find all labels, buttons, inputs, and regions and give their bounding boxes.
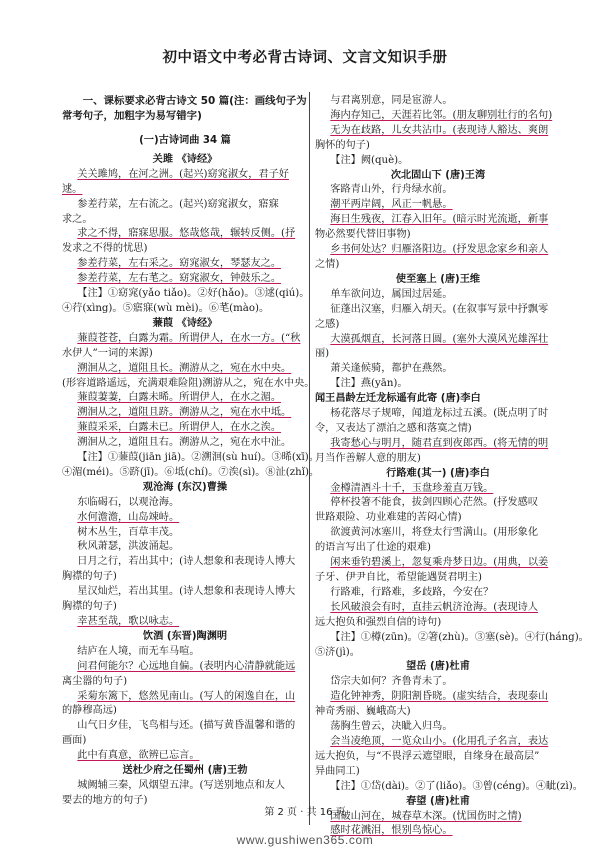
text-line: 单车欲问边，属国过居延。 <box>330 288 453 300</box>
text-line: 杨花落尽子规啼，闻道龙标过五溪。(既点明了时 <box>330 408 549 420</box>
text-line: 送杜少府之任蜀州 (唐)王勃 <box>122 765 248 777</box>
text-line: 的语言写出了仕途的艰难) <box>315 542 432 554</box>
text-line: 蒹葭苍苍，白露为霜。所谓伊人，在水一方。(“秋 <box>77 332 301 344</box>
text-line: 丽) <box>315 348 330 360</box>
text-line: 异曲同工) <box>315 765 360 777</box>
text-line: 【注】①窈窕(yǎo tiǎo)。②好(hǎo)。③逑(qiú)。 <box>77 288 310 300</box>
text-line: 星汉灿烂，若出其里。(诗人想象和表现诗人博大 <box>77 586 296 598</box>
text-line: 饮酒 (东晋)陶渊明 <box>142 630 228 642</box>
text-line: 客路青山外，行舟绿水前。 <box>330 184 453 196</box>
text-line: 征蓬出汉塞，归雁入胡天。(在叙事写景中抒飘零 <box>330 303 549 315</box>
text-line: 参差荇菜，左右采之。窈窕淑女，琴瑟友之。 <box>77 258 282 270</box>
text-line: 神奇秀丽、巍峨高大) <box>315 706 411 718</box>
text-line: 东临碣石，以观沧海。 <box>77 496 180 508</box>
text-line: 远大抱负，与“不畏浮云遮望眼，自缘身在最高层” <box>315 750 540 762</box>
text-line: 秋风萧瑟，洪波涌起。 <box>77 541 180 553</box>
text-line: 画面) <box>62 735 87 747</box>
text-line: 日月之行，若出其中；(诗人想象和表现诗人博大 <box>77 556 296 568</box>
text-line: 荡胸生曾云，决眦入归鸟。 <box>330 721 453 733</box>
text-line: 要去的地方的句子) <box>62 794 148 806</box>
text-line: 采菊东篱下，悠然见南山。(写人的闲逸自在，山 <box>77 690 296 702</box>
text-line: 使至塞上 (唐)王维 <box>395 273 481 285</box>
text-line: 大漠孤烟直，长河落日圆。(塞外大漠风光雄浑壮 <box>330 333 549 345</box>
text-line: 关关雎鸠，在河之洲。(起兴)窈窕淑女，君子好 <box>77 168 289 180</box>
page-number: 第 2 页 · 共 16 页 <box>264 807 346 818</box>
text-line: 行路难，行路难，多歧路，今安在？ <box>330 586 494 598</box>
intro-heading: 一、课标要求必背古诗文 50 篇(注：画线句子为常考句子，加粗字为易写错字) <box>62 95 307 122</box>
text-line: 溯洄从之，道阻且长。溯游从之，宛在水中央。 <box>77 362 292 374</box>
page-title: 初中语文中考必背古诗词、文言文知识手册 <box>162 50 448 66</box>
right-column <box>315 94 589 839</box>
text-line: 月当作善解人意的朋友) <box>315 452 421 464</box>
text-line: 胸怀的句子) <box>315 139 370 151</box>
text-line: 国破山河在，城春草木深。(忧国伤时之情) <box>330 810 522 822</box>
text-line: 城阙辅三秦，风烟望五津。(写送别地点和友人 <box>77 779 286 791</box>
text-line: 欲渡黄河冰塞川，将登太行雪满山。(用形象化 <box>330 527 539 539</box>
text-line: 潮平两岸阔，风正一帆悬。 <box>330 199 453 211</box>
text-line: ④湄(méi)。⑤跻(jī)。⑥坻(chí)。⑦涘(sì)。⑧沚(zhǐ)。 <box>62 466 320 478</box>
text-line: 水何澹澹，山岛竦峙。 <box>77 511 180 523</box>
text-line: 离尘嚣的句子) <box>62 675 128 687</box>
text-line: 岱宗夫如何？齐鲁青未了。 <box>330 676 453 688</box>
text-line: 会当凌绝顶，一览众山小。(化用孔子名言，表达 <box>330 735 549 747</box>
text-line: 幸甚至哉，歌以咏志。 <box>77 616 180 627</box>
column-divider <box>309 92 310 825</box>
text-line: (形容道路遥远，充满艰难险阻)溯游从之，宛在水中央。 <box>62 377 315 389</box>
text-line: 乡书何处达？归雁洛阳边。(抒发思念家乡和亲人 <box>330 244 549 256</box>
text-line: 停杯投箸不能食，拔剑四顾心茫然。(抒发感叹 <box>330 497 539 509</box>
text-line: 溯洄从之，道阻且跻。溯游从之，宛在水中坻。 <box>77 407 292 419</box>
text-line: 无为在歧路，儿女共沾巾。(表现诗人豁达、爽朗 <box>330 124 549 136</box>
text-line: 金樽清酒斗十千，玉盘珍羞直万钱。 <box>330 482 494 494</box>
text-line: 蒹葭采采，白露未已。所谓伊人，在水之涘。 <box>77 422 282 434</box>
text-line: 世路艰险、功业难建的苦闷心情) <box>315 512 462 524</box>
text-line: 我寄愁心与明月，随君直到夜郎西。(将无情的明 <box>330 437 549 449</box>
text-line: 参差荇菜，左右芼之。窈窕淑女，钟鼓乐之。 <box>77 273 282 285</box>
text-line: 水伊人”一词的来源) <box>62 347 153 359</box>
text-line: 胸襟的句子) <box>62 601 117 613</box>
text-line: 树木丛生，百草丰茂。 <box>77 526 180 538</box>
text-line: 之感) <box>315 318 340 330</box>
text-line: 问君何能尔？心远地自偏。(表明内心清静就能远 <box>77 660 296 672</box>
text-line: 参差荇菜，左右流之。(起兴)窈窕淑女，寤寐 <box>77 198 279 210</box>
text-line: 海内存知己，天涯若比邻。(朋友聊别壮行的名句) <box>330 109 553 121</box>
text-line: 萧关逢候骑，都护在燕然。 <box>330 363 453 375</box>
text-line: 之情) <box>315 258 340 270</box>
text-line: 【注】燕(yān)。 <box>330 378 408 390</box>
text-line: 【注】①樽(zūn)。②箸(zhù)。③塞(sè)。④行(háng)。 <box>330 631 589 643</box>
text-line: 此中有真意，欲辨已忘言。 <box>77 750 200 762</box>
left-column-lines <box>62 153 320 809</box>
text-line: 逑。 <box>62 183 83 195</box>
site-watermark: www.gushiwen365.com <box>236 833 374 847</box>
section-heading: (一)古诗词曲 34 篇 <box>139 135 231 146</box>
left-column <box>62 94 320 809</box>
text-line: 春望 (唐)杜甫 <box>406 795 470 807</box>
text-line: 观沧海 (东汉)曹操 <box>142 481 228 493</box>
text-line: 行路难(其一) (唐)李白 <box>386 467 490 479</box>
text-line: 次北固山下 (唐)王湾 <box>390 169 486 181</box>
text-line: 海日生残夜，江春入旧年。(暗示时光流逝，新事 <box>330 214 549 226</box>
text-line: 闻王昌龄左迁龙标遥有此寄 (唐)李白 <box>315 393 481 405</box>
text-line: 造化钟神秀，阴阳割昏晓。(虚实结合，表现泰山 <box>330 691 549 703</box>
text-line: 胸襟的句子) <box>62 571 117 583</box>
text-line: 【注】阙(què)。 <box>330 154 409 166</box>
text-line: 的静穆高远) <box>62 705 117 717</box>
text-line: 【注】①岱(dài)。②了(liǎo)。③曾(céng)。④眦(zì)。 <box>330 780 583 792</box>
text-line: ⑤济(jì)。 <box>315 646 360 658</box>
text-line: 感时花溅泪，恨别鸟惊心。 <box>330 825 453 837</box>
text-line: 关雎 《诗经》 <box>152 153 218 165</box>
text-line: 蒹葭 《诗经》 <box>152 317 218 329</box>
text-line: 结庐在人境，而无车马喧。 <box>77 645 200 657</box>
text-line: 与君离别意，同是宦游人。 <box>330 95 453 106</box>
text-line: 闲来垂钓碧溪上，忽复乘舟梦日边。(用典，以姜 <box>330 557 549 569</box>
text-line: 求之。 <box>62 213 93 225</box>
text-line: 远大抱负和强烈自信的诗句) <box>315 616 442 628</box>
text-line: 物必然要代替旧事物) <box>315 229 411 241</box>
text-line: 山气日夕佳，飞鸟相与还。(描写黄昏温馨和谐的 <box>77 720 296 732</box>
text-line: 求之不得，寤寐思服。悠哉悠哉，辗转反侧。(抒 <box>77 228 296 240</box>
text-line: 【注】①蒹葭(jiān jiā)。②溯洄(sù huí)。③晞(xī)。 <box>77 452 319 464</box>
text-line: 溯洄从之，道阻且右。溯游从之，宛在水中沚。 <box>77 437 292 449</box>
text-line: 发求之不得的忧思) <box>62 243 148 255</box>
text-line: 子牙、伊尹自比，希望能遇贤君明主) <box>315 572 482 583</box>
text-line: ④荇(xìng)。⑤寤寐(wù mèi)。⑥芼(mào)。 <box>62 302 270 314</box>
right-column-lines <box>315 94 589 839</box>
text-line: 蒹葭萋萋，白露未晞。所谓伊人，在水之湄。 <box>77 392 282 404</box>
text-line: 令，又表达了漂泊之感和落寞之情) <box>315 422 472 434</box>
text-line: 长风破浪会有时，直挂云帆济沧海。(表现诗人 <box>330 601 539 613</box>
text-line: 望岳 (唐)杜甫 <box>406 661 470 673</box>
